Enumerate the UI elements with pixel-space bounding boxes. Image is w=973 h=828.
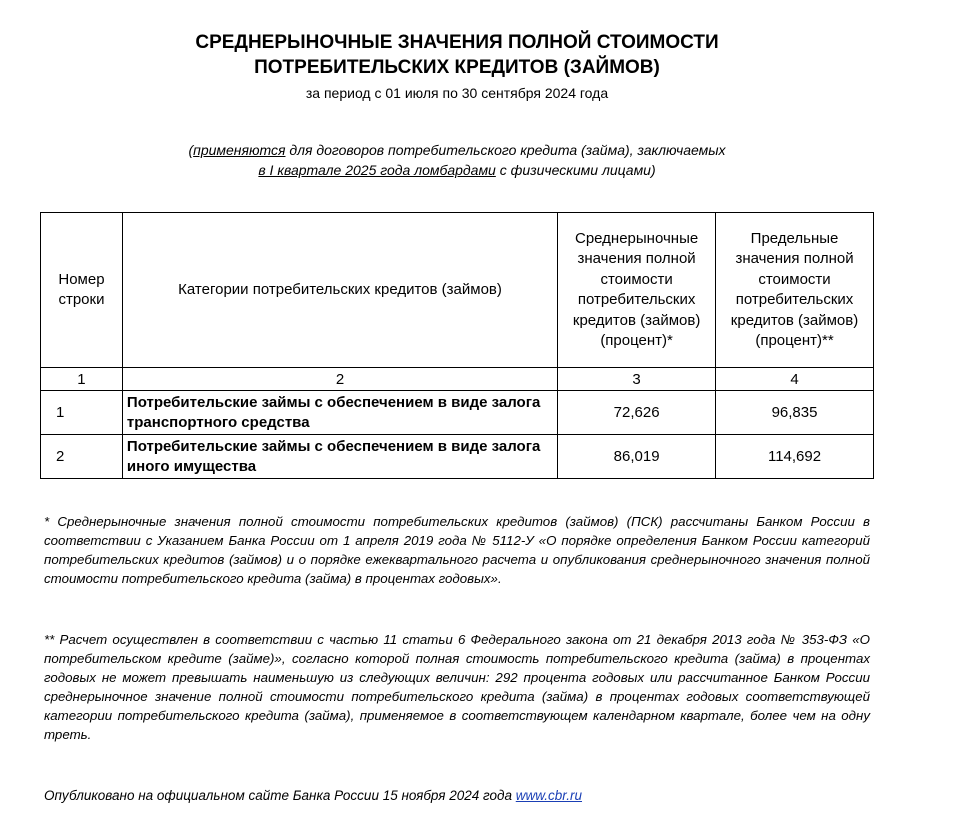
applicability-note	[40, 140, 874, 180]
note-text-1: для договоров потребительского кредита (займа), заключаемых	[285, 142, 726, 158]
header-limit-value: Предельные значения полной стоимости потребительских кредитов (займов) (процент)**	[716, 213, 874, 368]
psk-table	[40, 212, 874, 479]
footnote-2: ** Расчет осуществлен в соответствии с частью 11 статьи 6 Федерального закона от 21 декабря 2013 года № 353-ФЗ «О потребительском кредите (займе)», согласно которой полная стоимость потребительского кредита (займа) в процентах годовых не может превышать наименьшую из следующих величин: 292 процента годовых или рассчитанное Банком России среднерыночное значение полной стоимости потребительского кредита (займа) в процентах годовых соответствующей категории потребительского кредита (займа), применяемое в соответствующем календарном квартале, более чем на одну треть.	[44, 632, 870, 742]
note-text-2: с физическими лицами)	[495, 162, 656, 178]
header-average-value: Среднерыночные значения полной стоимости потребительских кредитов (займов) (процент)*	[558, 213, 716, 368]
header-category: Категории потребительских кредитов (займов)	[122, 213, 557, 368]
note-underlined-quarter: в I квартале 2025 года ломбардами	[258, 162, 496, 178]
cbr-link[interactable]: www.cbr.ru	[515, 788, 583, 803]
column-number: 3	[558, 368, 716, 391]
published-text: Опубликовано на официальном сайте Банка России 15 ноября 2024 года	[44, 788, 516, 803]
column-number: 4	[716, 368, 874, 391]
table-header-row	[41, 213, 874, 368]
row-category: Потребительские займы с обеспечением в виде залога иного имущества	[122, 435, 557, 479]
footnote-1: * Среднерыночные значения полной стоимости потребительских кредитов (займов) (ПСК) рассчитаны Банком России в соответствии с Указанием Банка России от 1 апреля 2019 года № 5112-У «О порядке определения Банком России категорий потребительских кредитов (займов) и о порядке ежеквартального расчета и опубликования среднерыночного значения полной стоимости потребительского кредита (займа) в процентах годовых».	[44, 514, 870, 586]
table-column-numbers-row	[41, 368, 874, 391]
period-subtitle: за период с 01 июля по 30 сентября 2024 года	[305, 85, 609, 101]
row-average-value: 86,019	[558, 435, 716, 479]
note-line-2	[40, 160, 874, 180]
row-average-value: 72,626	[558, 391, 716, 435]
note-line-1	[40, 140, 874, 160]
row-limit-value: 114,692	[716, 435, 874, 479]
document-title	[40, 30, 874, 80]
note-underlined-applied: применяются	[193, 142, 286, 158]
title-line-1: СРЕДНЕРЫНОЧНЫЕ ЗНАЧЕНИЯ ПОЛНОЙ СТОИМОСТИ	[195, 32, 719, 53]
row-number: 1	[41, 391, 123, 435]
row-category: Потребительские займы с обеспечением в виде залога транспортного средства	[122, 391, 557, 435]
title-line-2: ПОТРЕБИТЕЛЬСКИХ КРЕДИТОВ (ЗАЙМОВ)	[254, 57, 660, 78]
column-number: 2	[122, 368, 557, 391]
table-row	[41, 435, 874, 479]
note-open-paren: (	[188, 142, 194, 158]
column-number: 1	[41, 368, 123, 391]
published-note	[44, 788, 582, 803]
table-row	[41, 391, 874, 435]
row-number: 2	[41, 435, 123, 479]
row-limit-value: 96,835	[716, 391, 874, 435]
header-row-number: Номер строки	[41, 213, 123, 368]
